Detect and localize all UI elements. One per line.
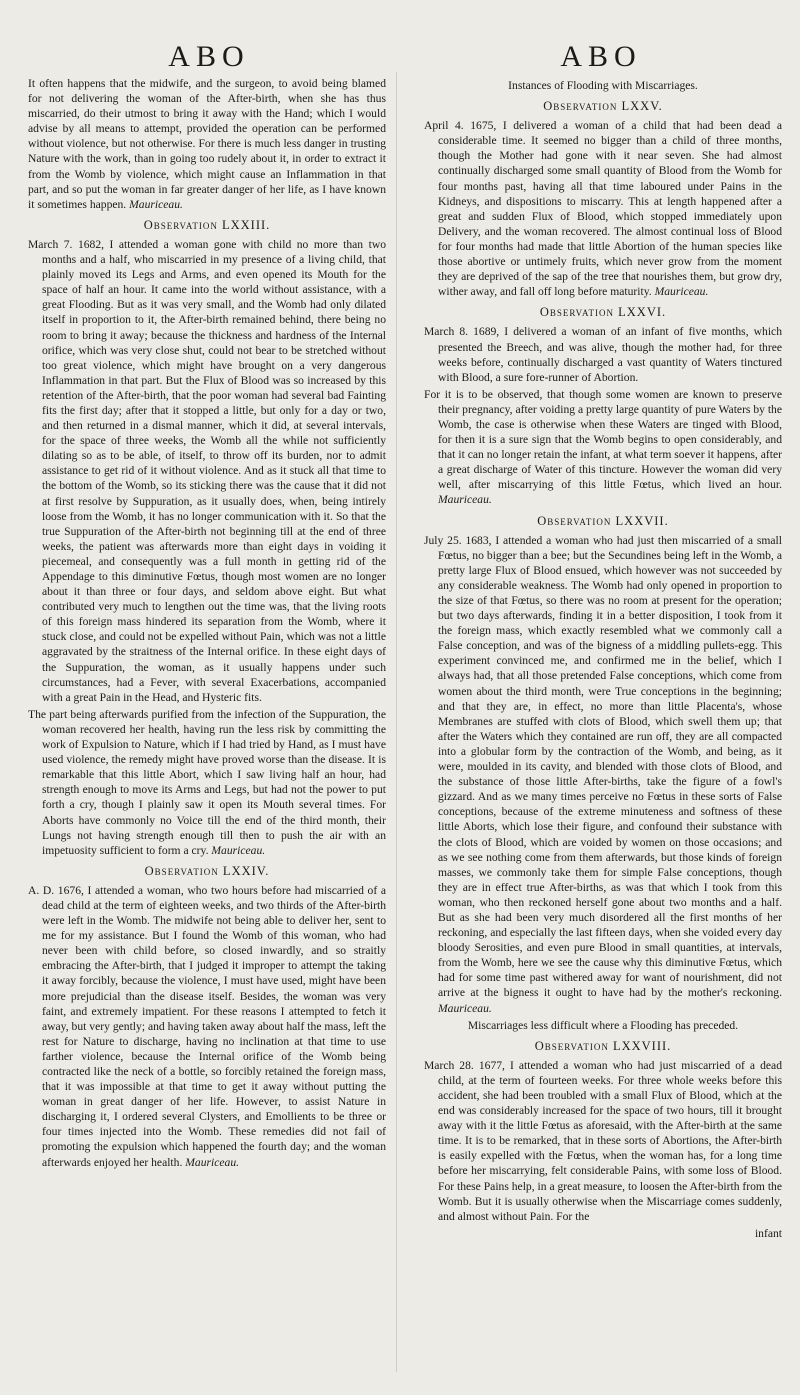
observation-75-paragraph-1: April 4. 1675, I delivered a woman of a child that had been dead a considerable time. It seemed no bigger than a child of three months, though the Mother had gone with it near seven. She had almost continually discharged some small quantity of Blood from the Womb for four months past, having all that time laboured under Pains in the Kidneys, and dispositions to miscarry. This at length happened after a great and sudden Flux of Blood, which stopped immediately upon Delivery, and the woman recovered. The almost continual loss of Blood for four months had made that little Abortion of the human species like those abortive or untimely fruits, which never grow from the moment they are deprived of the sap of the tree that nourishes them, but grow dry, wither away, and fall off long before maturity. Mauriceau.: [424, 119, 782, 299]
left-column: [28, 76, 386, 1241]
observation-heading-78: Observation LXXVIII.: [534, 1038, 672, 1053]
signature: Mauriceau.: [185, 1155, 240, 1169]
signature: Mauriceau.: [438, 493, 492, 507]
observation-73-paragraph-1: March 7. 1682, I attended a woman gone with child no more than two months and a half, who miscarried in my presence of a living child, that plainly moved its Legs and Arms, and even opened its Mouth for the space of half an hour. It came into the world without assistance, with a great Flooding. But as it was very small, and the Womb had only dilated itself in proportion to it, the After-birth remained behind, there being no room to bring it away; because the thickness and hardness of the Internal orifice, which was very close shut, could not bear to be stretched without too great violence, which might have brought on a very dangerous Inflammation in that part. But the Flux of Blood was so increased by this retention of the After-birth, that the poor woman had several bad Fainting fits the first day; after that it stopped a little, but only for a day or two, and then returned in a dismal manner, which it did, at several intervals, for the space of three weeks, the Womb all the while not sufficiently dilating so as to be able, of itself, to throw off its burden, nor to admit assistance to get rid of it without violence. And as it stuck all that time to the bottom of the Womb, so its sticking there was the cause that it did not at first resolve by Suppuration, as it usually does, when, being intirely loose from the Womb, it has no longer communication with it. So that the true Suppuration of the After-birth not beginning till at the end of three weeks, the patient was afterwards more than eight days in voiding it piecemeal, and consequently was a full month in getting rid of the Appendage to this diminutive Fœtus, though most women are no longer about it than three or four days, and seldom above eight. But what contributed very much to lengthen out the time was, that the living roots of this foreign mass hindered its separation from the Womb, where it stuck close, and could not be expelled without Pain, which was not a little aggravated by the straitness of the Internal orifice. In these eight days of the Suppuration, the woman, as it usually happens under such circumstances, had a Fever, with several Exacerbations, accompanied with a great Pain in the Head, and Hysteric fits.: [28, 237, 386, 704]
section-subheading-less-difficult: Miscarriages less difficult where a Flooding has preceded.: [467, 1018, 739, 1032]
observation-73-paragraph-2: The part being afterwards purified from the infection of the Suppuration, the woman recovered her health, having run the less risk by committing the work of Expulsion to Nature, which if I had tried by Hand, as I must have used violence, the remedy might have proved worse than the disease. It is remarkable that this little Abort, which I saw living half an hour, had strength enough to move its Arms and Legs, but had not the power to put forth a cry, though I plainly saw it open its Mouth several times. For Aborts have commonly no Voice till the end of the third month, their Lungs not having strength enough till then to push the air with an impetuosity sufficient to form a cry. Mauriceau.: [28, 707, 386, 857]
signature: Mauriceau.: [654, 285, 709, 299]
running-head-right: ABO: [560, 40, 642, 73]
observation-heading-76: Observation LXXVI.: [539, 305, 667, 320]
observation-heading-75: Observation LXXV.: [543, 99, 663, 114]
intro-paragraph: It often happens that the midwife, and the surgeon, to avoid being blamed for not delivering the woman of the After-birth, when she has thus miscarried, do their utmost to bring it away with the Hand; which I would advise by all means to attempt, provided the operation can be performed without violence, but not otherwise. For there is much less danger in trusting Nature with the work, than in going too rudely about it, in order to extract it from the Womb by violence, which might cause an Inflammation in that part, and so put the woman in far greater danger of her life, as I have known it sometimes happen. Mauriceau.: [28, 77, 386, 211]
section-subheading-flooding: Instances of Flooding with Miscarriages.: [508, 79, 698, 92]
right-column: [424, 76, 782, 1241]
signature: Mauriceau.: [129, 197, 183, 211]
observation-heading-73: Observation LXXIII.: [143, 217, 271, 232]
observation-77-paragraph-1: July 25. 1683, I attended a woman who had just then miscarried of a small Fœtus, no bigger than a bee; but the Secundines being left in the Womb, a pretty large Flux of Blood ensued, which however was not succeeded by any considerable weakness. The Womb had only opened in proportion to the size of that Fœtus, so there was no room at present for the operation; but two days afterwards, finding it in a better disposition, I took from it the foreign mass, which exactly resembled what we commonly call a False conception, and was of the bigness of a middling pullets-egg. This experiment convinced me, and confirmed me in the belief, which I always had, that all those pretended False conceptions, which come from women about the third month, were True conceptions in the beginning; and that they are, in effect, no more than little Placenta's, whose Membranes are stuffed with clots of Blood, which swell them up; that after the Waters which they contained are run off, they are all compacted into a globular form by the contraction of the Womb, and being, as it were, moulded in its cavity, and blended with those clots of Blood, and the substance of those little After-births, take the figure of a fowl's gizzard. And as we many times perceive no Fœtus in these sorts of False conceptions, because of the extreme minuteness and softness of these little Aborts, which lose their figure, and confound their substance with the clots of Blood, which are voided by women on those occasions; and as we see nothing come from them afterwards, but those kinds of foreign masses, we commonly take them for simple False conceptions, though they are in effect true After-births, as was that which I took from this woman, who then reckoned herself gone about two months and a half. But as she had been very much disordered all the first months of her reckoning, and especially the last fifteen days, when she voided every day bloody Serosities, and even pure Blood in small quantities, at intervals, from the Womb, here we see the cause why this diminutive Fœtus, which had for some time past withered away for want of nourishment, did not arrive at the bigness it ought to have had by the mother's reckoning. Mauriceau.: [424, 533, 782, 1015]
signature: Mauriceau.: [211, 843, 266, 857]
observation-76-paragraph-2: For it is to be observed, that though some women are known to preserve their pregnancy, after voiding a pretty large quantity of pure Waters by the Womb, the case is otherwise when these Waters are tinged with Blood, for then it is a sure sign that the Womb begins to open considerably, and that it can no longer retain the infant, at what term soever it happens, after a great discharge of Water of this tincture. However the woman did very well, after miscarrying of this little Fœtus, which lived an hour. Mauriceau.: [424, 387, 782, 507]
running-head-left: ABO: [168, 40, 250, 73]
text-columns: [28, 76, 782, 1241]
observation-heading-77: Observation LXXVII.: [537, 513, 669, 528]
observation-76-paragraph-1: March 8. 1689, I delivered a woman of an infant of five months, which presented the Breech, and was alive, though the mother had, for three weeks before, continually discharged a vast quantity of Waters tinctured with Blood, a sure fore-runner of Abortion.: [424, 325, 782, 384]
column-divider: [396, 72, 397, 1372]
signature: Mauriceau.: [438, 1001, 492, 1015]
observation-heading-74: Observation LXXIV.: [144, 863, 270, 878]
observation-78-paragraph-1: March 28. 1677, I attended a woman who had just miscarried of a dead child, at the term of fourteen weeks. For three whole weeks before this accident, she had been troubled with a small Flux of Blood, which at the end was considerably increased for the space of two hours, till it brought away with it the little Fœtus as aforesaid, with the After-birth at the same time. It is to be remarked, that in these sorts of Abortions, the After-birth is easily expelled with the Fœtus, when the woman has, for a long time before her miscarrying, felt considerable Pains, with some loss of Blood. For these Pains help, in a great measure, to loosen the After-birth from the Womb. But it is usually otherwise when the Miscarriage comes suddenly, and almost without Pain. For the: [424, 1058, 782, 1223]
catchword: infant: [754, 1226, 782, 1240]
running-heads: [28, 34, 782, 76]
observation-74-paragraph-1: A. D. 1676, I attended a woman, who two hours before had miscarried of a dead child at the term of eighteen weeks, and two thirds of the After-birth were left in the Womb. The midwife not being able to deliver her, sent to me for my assistance. But I found the Womb of this woman, who had never been with child before, so closed inwardly, and so straitly embracing the After-birth, that I judged it improper to attempt the taking it away forcibly, because the violence, I must have used, might have been more prejudicial than the disease itself. Besides, the woman was very faint, and extremely impatient. For these reasons I attempted to fetch it away, but very gently; and having taken away about half the mass, left the rest for Nature to discharge, having no inclination at that time to use farther violence, because the Internal orifice of the Womb being contracted like the neck of a bottle, so forcibly retained the foreign mass, that it was impossible at that time to get it away without putting the woman in great danger of her life. However, to assist Nature in discharging it, I ordered several Clysters, and Emollients to be three or four times injected into the Womb. These remedies did not fail of promoting the expulsion which happened the fourth day; and the woman afterwards enjoyed her health. Mauriceau.: [28, 883, 386, 1169]
